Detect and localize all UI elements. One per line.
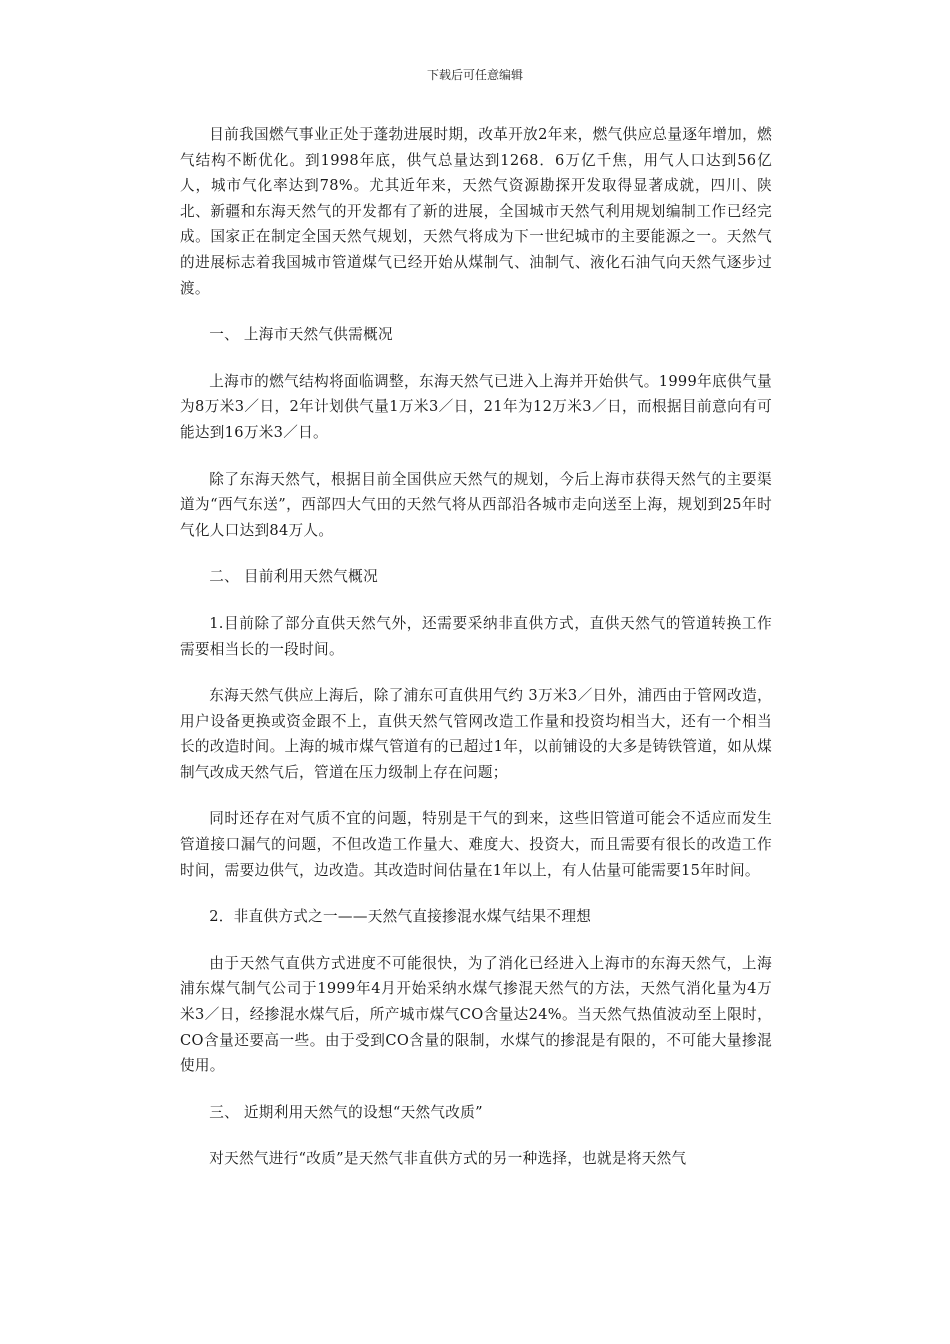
paragraph-west-east: 除了东海天然气，根据目前全国供应天然气的规划，今后上海市获得天然气的主要渠道为“西气东送”，西部四大气田的天然气将从西部沿各城市走向送至上海，规划到25年时气化人口达到84万人。 (180, 470, 772, 539)
section-heading-2: 二、 目前利用天然气概况 (209, 568, 378, 586)
header-note: 下载后可任意编辑 (426, 68, 523, 82)
paragraph-direct-supply: 1.目前除了部分直供天然气外，还需要采纳非直供方式，直供天然气的管道转换工作需要相当长的一段时间。 (180, 614, 772, 658)
paragraph-pipeline-retrofit: 东海天然气供应上海后，除了浦东可直供用气约 3万米3／日外，浦西由于管网改造，用户设备更换或资金跟不上，直供天然气管网改造工作量和投资均相当大，还有一个相当长的改造时间。上海的城市煤气管道有的已超过1年，以前铺设的大多是铸铁管道，如从煤制气改成天然气后，管道在压力级制上存在问题； (180, 687, 772, 781)
paragraph-shanghai-supply: 上海市的燃气结构将面临调整，东海天然气已进入上海并开始供气。1999年底供气量为8万米3／日，2年计划供气量1万米3／日，21年为12万米3／日，而根据目前意向有可能达到16万米3／日。 (180, 372, 772, 441)
paragraph-gas-quality: 同时还存在对气质不宜的问题，特别是干气的到来，这些旧管道可能会不适应而发生管道接口漏气的问题，不但改造工作量大、难度大、投资大，而且需要有很长的改造工作时间，需要边供气，边改造。其改造时间估量在1年以上，有人估量可能需要15年时间。 (180, 810, 772, 879)
section-heading-1: 一、 上海市天然气供需概况 (209, 326, 393, 344)
paragraph-blending: 由于天然气直供方式进度不可能很快，为了消化已经进入上海市的东海天然气，上海浦东煤气制气公司于1999年4月开始采纳水煤气掺混天然气的方法，天然气消化量为4万米3／日，经掺混水煤气后，所产城市煤气CO含量达24%。当天然气热值波动至上限时，CO含量还要高一些。由于受到CO含量的限制，水煤气的掺混是有限的，不可能大量掺混使用。 (180, 954, 772, 1075)
section-heading-3: 三、 近期利用天然气的设想“天然气改质” (209, 1103, 483, 1121)
subsection-heading-2: 2．非直供方式之一——天然气直接掺混水煤气结果不理想 (209, 908, 592, 926)
document-body (180, 122, 772, 1172)
paragraph-reforming: 对天然气进行“改质”是天然气非直供方式的另一种选择，也就是将天然气 (209, 1150, 687, 1168)
paragraph-intro: 目前我国燃气事业正处于蓬勃进展时期，改革开放2年来，燃气供应总量逐年增加，燃气结构不断优化。到1998年底，供气总量达到1268．6万亿千焦，用气人口达到56亿人，城市气化率达到78%。尤其近年来，天然气资源勘探开发取得显著成就，四川、陕北、新疆和东海天然气的开发都有了新的进展，全国城市天然气利用规划编制工作已经完成。国家正在制定全国天然气规划，天然气将成为下一世纪城市的主要能源之一。天然气的进展标志着我国城市管道煤气已经开始从煤制气、油制气、液化石油气向天然气逐步过渡。 (180, 126, 772, 297)
